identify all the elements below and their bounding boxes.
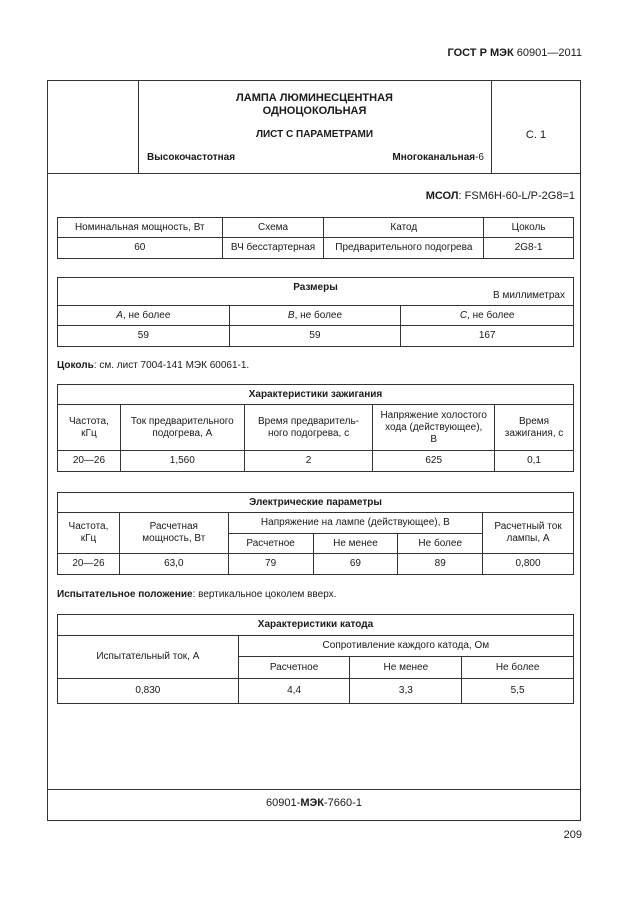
- cell: 89: [398, 554, 483, 575]
- header-cell: [229, 306, 401, 326]
- cell: 2G8-1: [484, 238, 574, 259]
- lamp-type-right-suffix: -6: [475, 152, 484, 163]
- header-cell: Испытательный ток, А: [58, 636, 239, 679]
- base-note-text: : см. лист 7004-141 МЭК 60061-1.: [93, 360, 250, 371]
- table-header-row: [58, 405, 574, 451]
- lamp-type-right: [392, 152, 484, 163]
- header-line: кГц: [81, 427, 97, 439]
- header-line: зажигания, с: [504, 427, 564, 439]
- cell: 4,4: [238, 679, 350, 704]
- header-line: Расчетная: [149, 521, 198, 532]
- cell: Предварительного подогрева: [324, 238, 484, 259]
- header-line: подогрева, А: [152, 427, 213, 439]
- mcol-line: [426, 190, 575, 202]
- header-cell: [58, 513, 120, 554]
- header-line: Частота,: [69, 415, 109, 427]
- subheader-cell: Расчетное: [238, 657, 350, 679]
- subheader-cell: Не более: [462, 657, 574, 679]
- dim-rest: , не более: [294, 309, 343, 321]
- header-cell: Напряжение на лампе (действующее), В: [228, 513, 482, 534]
- table-title-row: [58, 278, 574, 306]
- cathode-title: Характеристики катода: [58, 615, 574, 636]
- standard-code: ГОСТ Р МЭК: [447, 47, 514, 59]
- header-divider-right: [491, 81, 492, 173]
- table-header-row: [58, 636, 574, 657]
- dimensions-title-cell: [58, 278, 574, 306]
- header-cell: [495, 405, 574, 451]
- cell: 625: [373, 451, 495, 472]
- standard-number: 60901—2011: [513, 47, 582, 59]
- table-title-row: [58, 615, 574, 636]
- cell: 0,1: [495, 451, 574, 472]
- cell: 2: [244, 451, 373, 472]
- header-line: кГц: [80, 533, 97, 544]
- cell: 167: [401, 326, 574, 347]
- cell: 79: [228, 554, 313, 575]
- table-header-row: [58, 218, 574, 238]
- cell: 1,560: [120, 451, 244, 472]
- sheet-code-pre: 60901-: [266, 797, 301, 809]
- header-cell: Сопротивление каждого катода, Ом: [238, 636, 573, 657]
- header-cell: Номинальная мощность, Вт: [58, 218, 223, 238]
- ignition-table: [57, 384, 574, 472]
- footer-top-line: [48, 789, 580, 790]
- dim-rest: , не более: [467, 309, 515, 321]
- header-cell: [244, 405, 373, 451]
- header-line: Время: [519, 415, 550, 427]
- cell: 20—26: [58, 451, 121, 472]
- test-position-text: : вертикальное цоколем вверх.: [192, 589, 337, 600]
- header-line: Время предваритель-: [258, 415, 360, 427]
- base-note: [57, 360, 249, 371]
- base-note-label: Цоколь: [57, 360, 94, 371]
- header-cell: Схема: [222, 218, 324, 238]
- electric-table: [57, 492, 574, 575]
- title-line-1: ЛАМПА ЛЮМИНЕСЦЕНТНАЯ: [236, 92, 393, 104]
- sheet-subtitle: ЛИСТ С ПАРАМЕТРАМИ: [255, 129, 374, 140]
- header-line: Напряжение холостого: [380, 409, 487, 421]
- cell: ВЧ бесстартерная: [222, 238, 324, 259]
- sheet-title: [138, 92, 491, 118]
- header-line: лампы, А: [506, 533, 550, 544]
- header-cell: [58, 405, 121, 451]
- cell: 63,0: [119, 554, 228, 575]
- table-header-row: [58, 513, 574, 534]
- table-row: [58, 238, 574, 259]
- table-row: [58, 326, 574, 347]
- mcol-value: : FSM6H-60-L/P-2G8=1: [458, 190, 575, 202]
- dimensions-title: Размеры: [293, 282, 338, 293]
- table-row: [58, 451, 574, 472]
- dim-rest: , не более: [122, 309, 171, 321]
- header-cell: Цоколь: [484, 218, 574, 238]
- table-row: [58, 554, 574, 575]
- subheader-cell: Не менее: [350, 657, 462, 679]
- cell: 20—26: [58, 554, 120, 575]
- table-row: [58, 679, 574, 704]
- dim-letter: С: [459, 309, 468, 321]
- dimensions-unit: В миллиметрах: [493, 290, 565, 301]
- subheader-cell: Не менее: [313, 534, 398, 554]
- header-line: Расчетный ток: [494, 521, 562, 532]
- header-line: ного подогрева, с: [267, 427, 350, 439]
- dim-letter: А: [116, 309, 123, 321]
- lamp-type-right-label: Многоканальная: [392, 152, 476, 163]
- cell: 0,800: [483, 554, 574, 575]
- header-line: хода (действующее),: [385, 421, 483, 433]
- document-reference: [447, 47, 582, 59]
- test-position-note: [57, 589, 336, 600]
- table-title-row: [58, 493, 574, 513]
- page-number: 209: [563, 829, 582, 841]
- header-cell: Катод: [324, 218, 484, 238]
- cathode-table: [57, 614, 574, 704]
- sheet-code: [48, 797, 580, 809]
- header-cell: [58, 306, 230, 326]
- cell: 59: [58, 326, 230, 347]
- electric-title: Электрические параметры: [58, 493, 574, 513]
- cell: 5,5: [462, 679, 574, 704]
- ignition-title: Характеристики зажигания: [58, 385, 574, 405]
- dimensions-table: [57, 277, 574, 347]
- header-line: Ток предварительного: [130, 415, 234, 427]
- table-header-row: [58, 306, 574, 326]
- dim-letter: В: [287, 309, 295, 321]
- header-line: Частота,: [68, 521, 109, 532]
- mcol-label: МСОЛ: [425, 190, 459, 202]
- sheet-code-post: -7660-1: [324, 797, 362, 809]
- subheader-cell: Расчетное: [228, 534, 313, 554]
- subheader-cell: Не более: [398, 534, 483, 554]
- header-cell: [119, 513, 228, 554]
- header-bottom-line: [48, 173, 580, 174]
- header-cell: [373, 405, 495, 451]
- header-cell: [483, 513, 574, 554]
- sheet-code-bold: МЭК: [300, 797, 325, 809]
- lamp-type-left: Высокочастотная: [147, 152, 236, 163]
- header-line: мощность, Вт: [142, 533, 206, 544]
- table-title-row: [58, 385, 574, 405]
- sheet-number: С. 1: [525, 129, 547, 141]
- header-cell: [401, 306, 574, 326]
- header-cell: [120, 405, 244, 451]
- cell: 3,3: [350, 679, 462, 704]
- cell: 59: [229, 326, 401, 347]
- cell: 60: [58, 238, 223, 259]
- basic-params-table: [57, 217, 574, 259]
- cell: 0,830: [58, 679, 239, 704]
- cell: 69: [313, 554, 398, 575]
- title-line-2: ОДНОЦОКОЛЬНАЯ: [262, 105, 367, 117]
- header-line: В: [430, 433, 438, 445]
- test-position-label: Испытательное положение: [57, 589, 193, 600]
